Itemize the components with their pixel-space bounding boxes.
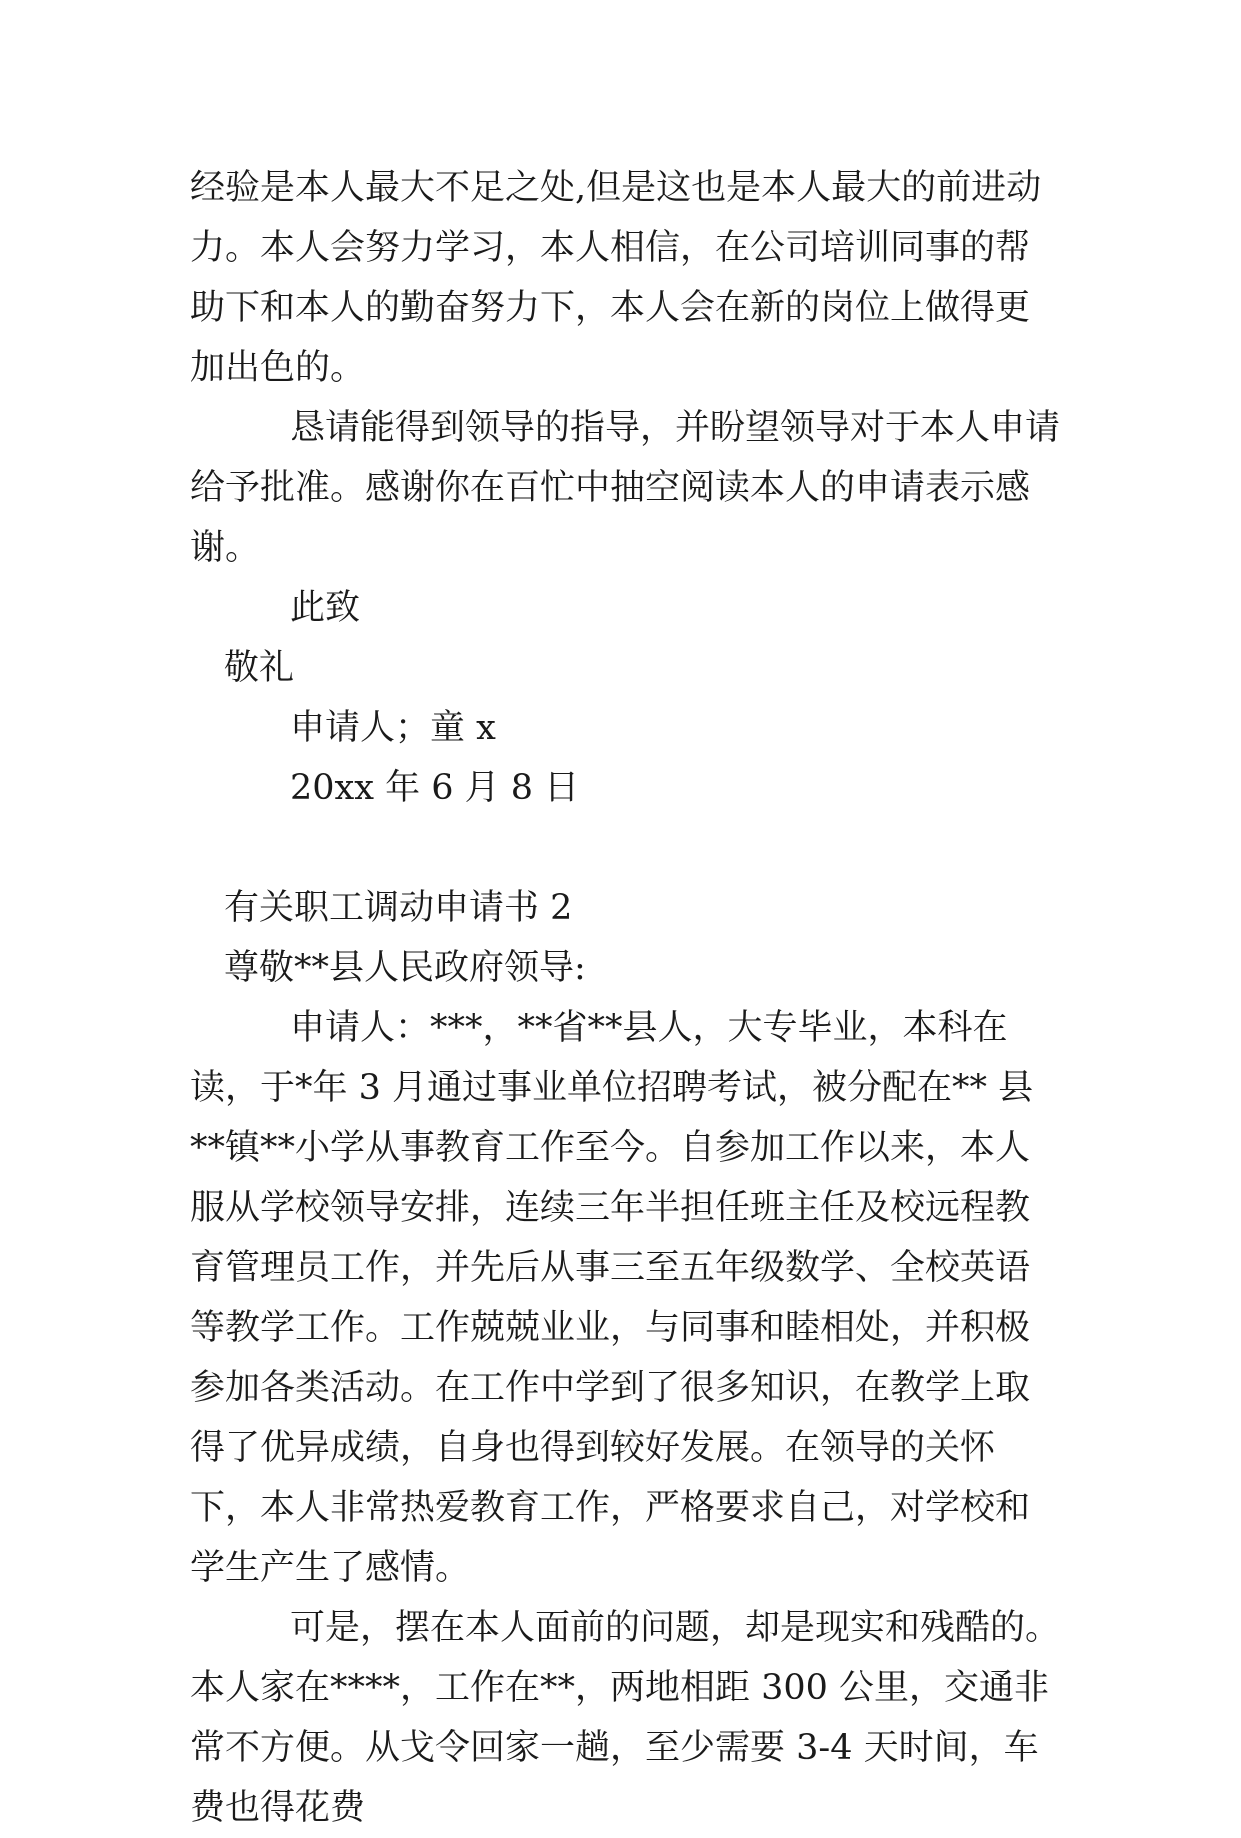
paragraph-experience: 经验是本人最大不足之处,但是这也是本人最大的前进动力。本人会努力学习，本人相信，在公司培训同事的帮助下和本人的勤奋努力下，本人会在新的岗位上做得更加出色的。 bbox=[190, 168, 1042, 388]
closing-salutation: 此致 bbox=[290, 588, 361, 628]
signature-applicant: 申请人；童 x bbox=[290, 708, 496, 748]
section-title: 有关职工调动申请书 2 bbox=[224, 888, 573, 928]
section-gap bbox=[190, 818, 1060, 878]
closing-regards: 敬礼 bbox=[224, 648, 295, 688]
signature-date: 20xx 年 6 月 8 日 bbox=[290, 768, 580, 808]
letter-greeting: 尊敬**县人民政府领导: bbox=[224, 948, 586, 988]
paragraph-request-approval: 恳请能得到领导的指导，并盼望领导对于本人申请给予批准。感谢你在百忙中抽空阅读本人的申请表示感谢。 bbox=[190, 408, 1061, 568]
paragraph-applicant-background: 申请人：***，**省**县人，大专毕业，本科在读，于*年 3 月通过事业单位招聘考试，被分配在** 县**镇**小学从事教育工作至今。自参加工作以来，本人服从学校领导安排，连续三年半担任班主任及校远程教育管理员工作，并先后从事三至五年级数学、全校英语等教学工作。工作兢兢业业，与同事和睦相处，并积极参加各类活动。在工作中学到了很多知识，在教学上取得了优异成绩，自身也得到较好发展。在领导的关怀下，本人非常热爱教育工作，严格要求自己，对学校和学生产生了感情。 bbox=[190, 1008, 1034, 1588]
document-body bbox=[190, 158, 1060, 1838]
paragraph-family-distance: 可是，摆在本人面前的问题，却是现实和残酷的。本人家在****，工作在**，两地相距 300 公里，交通非常不方便。从戈令回家一趟，至少需要 3-4 天时间，车费也得花费 bbox=[190, 1608, 1061, 1828]
